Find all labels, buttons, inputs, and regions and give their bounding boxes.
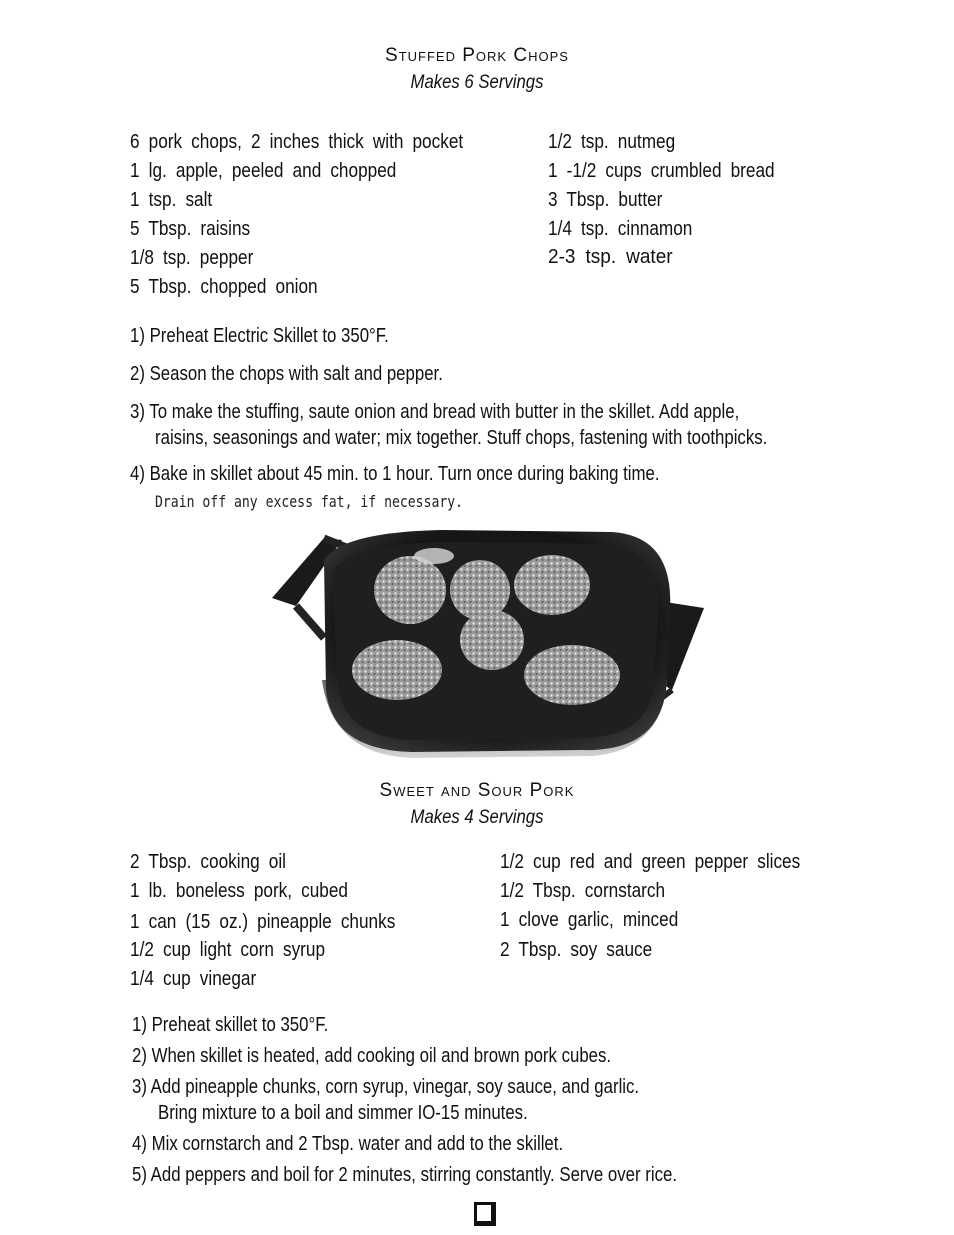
recipe2-title: Sweet and Sour Pork: [379, 780, 575, 801]
step-item: 5) Add peppers and boil for 2 minutes, stirring constantly. Serve over rice.: [132, 1164, 678, 1186]
recipe1-servings: Makes 6 Servings: [410, 72, 544, 93]
ingredient-item: 1 tsp. salt: [130, 189, 213, 211]
ingredient-item: 1 lb. boneless pork, cubed: [130, 880, 349, 902]
ingredient-item: 1/4 cup vinegar: [130, 968, 257, 990]
ingredient-item: 1/2 cup light corn syrup: [130, 939, 326, 961]
end-square-icon: [474, 1202, 496, 1226]
step-item: 2) When skillet is heated, add cooking oil and brown pork cubes.: [132, 1045, 612, 1067]
ingredient-item: 2-3 tsp. water: [548, 246, 673, 268]
ingredient-item: 1 -1/2 cups crumbled bread: [548, 160, 775, 182]
ingredient-item: 1/8 tsp. pepper: [130, 247, 254, 269]
recipe1-title: Stuffed Pork Chops: [385, 45, 569, 66]
ingredient-item: 1/2 Tbsp. cornstarch: [500, 880, 666, 902]
ingredient-item: 1/4 tsp. cinnamon: [548, 218, 693, 240]
ingredient-item: 3 Tbsp. butter: [548, 189, 663, 211]
ingredient-item: 1 lg. apple, peeled and chopped: [130, 160, 397, 182]
skillet-photo: [262, 520, 712, 775]
step-item-continued: raisins, seasonings and water; mix together. Stuff chops, fastening with toothpicks.: [155, 427, 768, 449]
recipe2-servings: Makes 4 Servings: [410, 807, 544, 828]
step-item: 1) Preheat Electric Skillet to 350°F.: [130, 325, 389, 347]
step-item: 1) Preheat skillet to 350°F.: [132, 1014, 329, 1036]
step-item-continued: Bring mixture to a boil and simmer IO-15 minutes.: [158, 1102, 528, 1124]
step-item: 2) Season the chops with salt and pepper.: [130, 363, 443, 385]
ingredient-item: 1/2 cup red and green pepper slices: [500, 851, 801, 873]
ingredient-item: 6 pork chops, 2 inches thick with pocket: [130, 131, 464, 153]
ingredient-item: 1 clove garlic, minced: [500, 909, 679, 931]
step-item: 3) To make the stuffing, saute onion and bread with butter in the skillet. Add apple,: [130, 401, 740, 423]
ingredient-item: 5 Tbsp. raisins: [130, 218, 251, 240]
ingredient-item: 2 Tbsp. cooking oil: [130, 851, 287, 873]
step-note: Drain off any excess fat, if necessary.: [155, 492, 464, 511]
ingredient-item: 5 Tbsp. chopped onion: [130, 276, 318, 298]
step-item: 4) Mix cornstarch and 2 Tbsp. water and add to the skillet.: [132, 1133, 564, 1155]
step-item: 4) Bake in skillet about 45 min. to 1 hour. Turn once during baking time.: [130, 463, 660, 485]
ingredient-item: 1 can (15 oz.) pineapple chunks: [130, 911, 396, 933]
ingredient-item: 1/2 tsp. nutmeg: [548, 131, 676, 153]
ingredient-item: 2 Tbsp. soy sauce: [500, 939, 653, 961]
step-item: 3) Add pineapple chunks, corn syrup, vinegar, soy sauce, and garlic.: [132, 1076, 640, 1098]
